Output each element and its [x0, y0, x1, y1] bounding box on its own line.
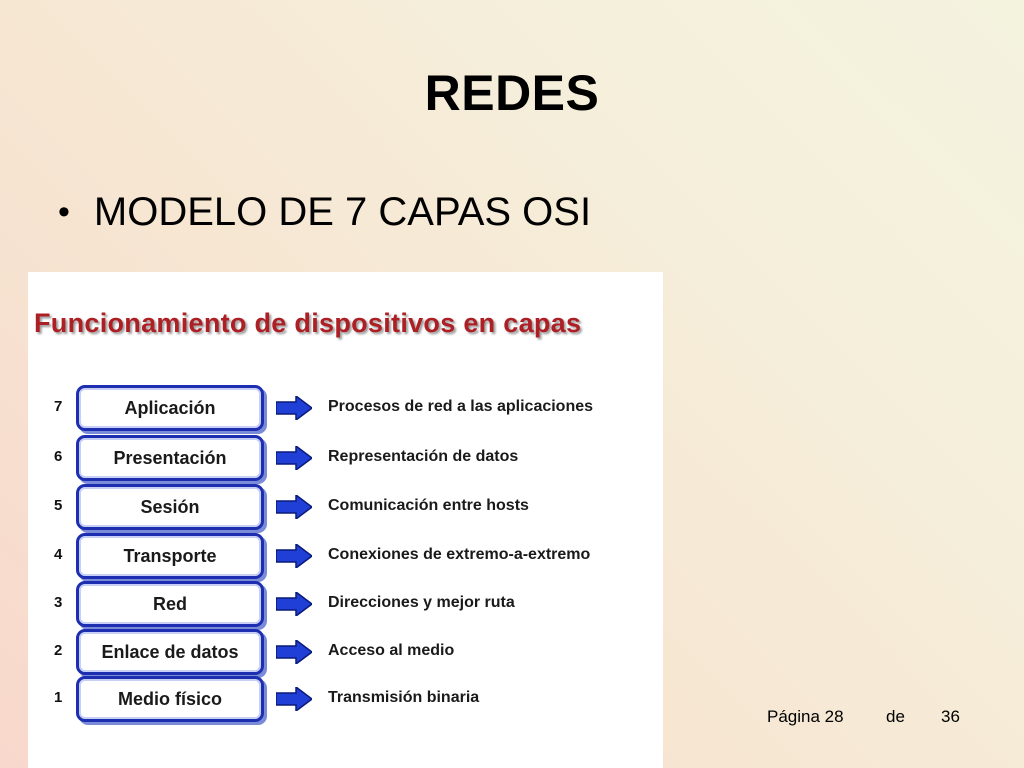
bullet-text: MODELO DE 7 CAPAS OSI [93, 190, 592, 234]
diagram-title: Funcionamiento de dispositivos en capas [34, 308, 582, 338]
layer-description: Direcciones y mejor ruta [328, 594, 515, 611]
layer-box: Presentación [76, 435, 264, 481]
layer-description: Comunicación entre hosts [328, 497, 529, 514]
right-arrow-icon [276, 396, 312, 420]
layer-number: 7 [54, 398, 63, 415]
right-arrow-icon [276, 687, 312, 711]
page-of-label: de [886, 707, 905, 726]
right-arrow-icon [276, 640, 312, 664]
layer-description: Acceso al medio [328, 642, 455, 659]
layer-box: Sesión [76, 484, 264, 530]
layer-box: Red [76, 581, 264, 627]
layer-box: Aplicación [76, 385, 264, 431]
layer-description: Transmisión binaria [328, 689, 480, 706]
bullet-item [58, 190, 591, 235]
layer-number: 4 [54, 546, 63, 563]
layer-box: Medio físico [76, 676, 264, 722]
right-arrow-icon [276, 446, 312, 470]
page-number-label: Página 28 [767, 707, 844, 726]
right-arrow-icon [276, 592, 312, 616]
layer-row [28, 629, 663, 675]
layer-box: Enlace de datos [76, 629, 264, 675]
layer-row [28, 676, 663, 722]
bullet-dot-icon: • [58, 193, 70, 231]
layer-number: 2 [54, 642, 63, 659]
layer-row [28, 385, 663, 431]
layer-number: 5 [54, 497, 63, 514]
layer-row [28, 484, 663, 530]
slide-title: REDES [424, 65, 600, 121]
layer-number: 3 [54, 594, 63, 611]
layer-box: Transporte [76, 533, 264, 579]
layer-description: Conexiones de extremo-a-extremo [328, 546, 591, 563]
layer-description: Procesos de red a las aplicaciones [328, 398, 594, 415]
layer-description: Representación de datos [328, 448, 519, 465]
layer-row [28, 581, 663, 627]
layer-row [28, 533, 663, 579]
layer-number: 1 [54, 689, 63, 706]
right-arrow-icon [276, 495, 312, 519]
layer-row [28, 435, 663, 481]
page-total: 36 [941, 707, 960, 726]
layer-number: 6 [54, 448, 63, 465]
osi-diagram [28, 272, 663, 768]
right-arrow-icon [276, 544, 312, 568]
